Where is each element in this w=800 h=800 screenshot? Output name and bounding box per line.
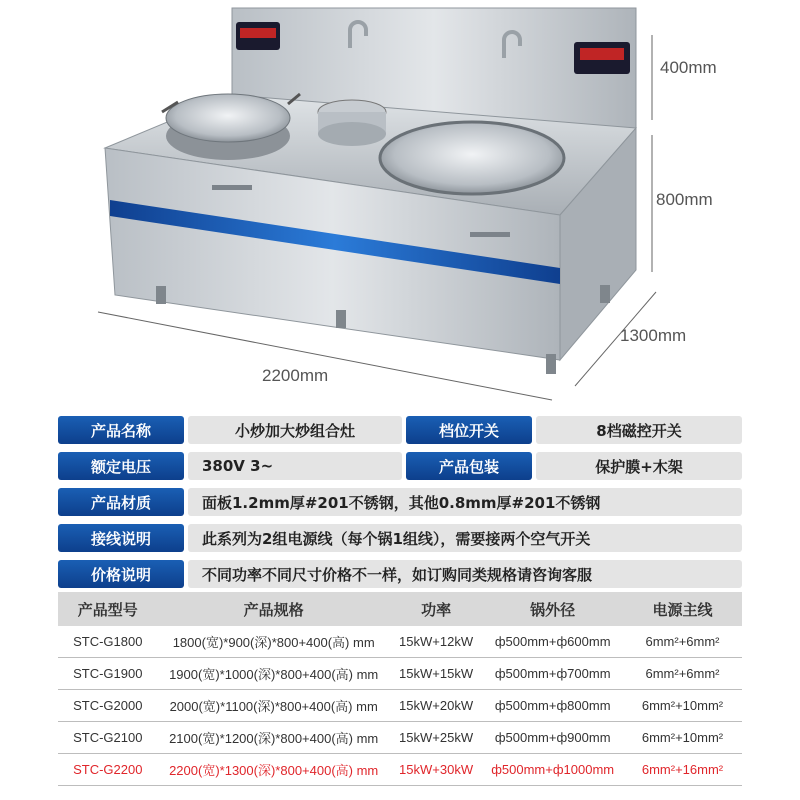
cell-spec: 2100(宽)*1200(深)*800+400(高) mm	[158, 722, 390, 754]
table-row	[58, 658, 742, 690]
cell-cable: 6mm²+16mm²	[623, 754, 742, 786]
spec-label-package: 产品包装	[406, 452, 532, 480]
table-row	[58, 722, 742, 754]
col-header-diameter: 锅外径	[482, 592, 623, 626]
spec-value-material: 面板1.2mm厚#201不锈钢，其他0.8mm厚#201不锈钢	[188, 488, 742, 516]
cell-cable: 6mm²+10mm²	[623, 722, 742, 754]
spec-value-price: 不同功率不同尺寸价格不一样，如订购同类规格请咨询客服	[188, 560, 742, 588]
cell-diameter: ф500mm+ф900mm	[482, 722, 623, 754]
cell-cable: 6mm²+10mm²	[623, 690, 742, 722]
spec-row	[58, 524, 742, 552]
cell-power: 15kW+15kW	[390, 658, 483, 690]
spec-label-wiring: 接线说明	[58, 524, 184, 552]
height-top-label: 400mm	[660, 58, 717, 77]
spec-value-voltage: 380V 3~	[188, 452, 402, 480]
cell-model: STC-G2200	[58, 754, 158, 786]
large-wok-icon	[380, 122, 564, 194]
height-body-label: 800mm	[656, 190, 713, 209]
cell-power: 15kW+20kW	[390, 690, 483, 722]
cell-diameter: ф500mm+ф700mm	[482, 658, 623, 690]
cell-spec: 2000(宽)*1100(深)*800+400(高) mm	[158, 690, 390, 722]
spec-row	[58, 560, 742, 588]
table-row-highlighted	[58, 754, 742, 786]
spec-label-price: 价格说明	[58, 560, 184, 588]
spec-row	[58, 488, 742, 516]
cell-diameter: ф500mm+ф800mm	[482, 690, 623, 722]
spec-label-switch: 档位开关	[406, 416, 532, 444]
table-header-row	[58, 592, 742, 626]
col-header-cable: 电源主线	[623, 592, 742, 626]
cell-model: STC-G1800	[58, 626, 158, 658]
col-header-power: 功率	[390, 592, 483, 626]
spec-value-switch: 8档磁控开关	[536, 416, 742, 444]
spec-value-package: 保护膜+木架	[536, 452, 742, 480]
cell-cable: 6mm²+6mm²	[623, 626, 742, 658]
spec-row	[58, 452, 742, 480]
table-row	[58, 690, 742, 722]
depth-label: 1300mm	[620, 326, 687, 345]
cell-cable: 6mm²+6mm²	[623, 658, 742, 690]
cell-power: 15kW+12kW	[390, 626, 483, 658]
col-header-spec: 产品规格	[158, 592, 390, 626]
cell-power: 15kW+30kW	[390, 754, 483, 786]
cell-model: STC-G1900	[58, 658, 158, 690]
cell-spec: 2200(宽)*1300(深)*800+400(高) mm	[158, 754, 390, 786]
table-row	[58, 626, 742, 658]
cell-model: STC-G2100	[58, 722, 158, 754]
small-wok-icon	[166, 94, 290, 142]
cell-model: STC-G2000	[58, 690, 158, 722]
cell-diameter: ф500mm+ф600mm	[482, 626, 623, 658]
spec-row	[58, 416, 742, 444]
cell-spec: 1800(宽)*900(深)*800+400(高) mm	[158, 626, 390, 658]
cell-power: 15kW+25kW	[390, 722, 483, 754]
spec-table	[58, 416, 742, 596]
spec-value-name: 小炒加大炒组合灶	[188, 416, 402, 444]
cell-spec: 1900(宽)*1000(深)*800+400(高) mm	[158, 658, 390, 690]
width-label: 2200mm	[262, 366, 329, 385]
spec-label-voltage: 额定电压	[58, 452, 184, 480]
cell-diameter: ф500mm+ф1000mm	[482, 754, 623, 786]
spec-value-wiring: 此系列为2组电源线（每个锅1组线），需要接两个空气开关	[188, 524, 742, 552]
model-table	[58, 592, 742, 786]
spec-label-material: 产品材质	[58, 488, 184, 516]
col-header-model: 产品型号	[58, 592, 158, 626]
spec-label-name: 产品名称	[58, 416, 184, 444]
